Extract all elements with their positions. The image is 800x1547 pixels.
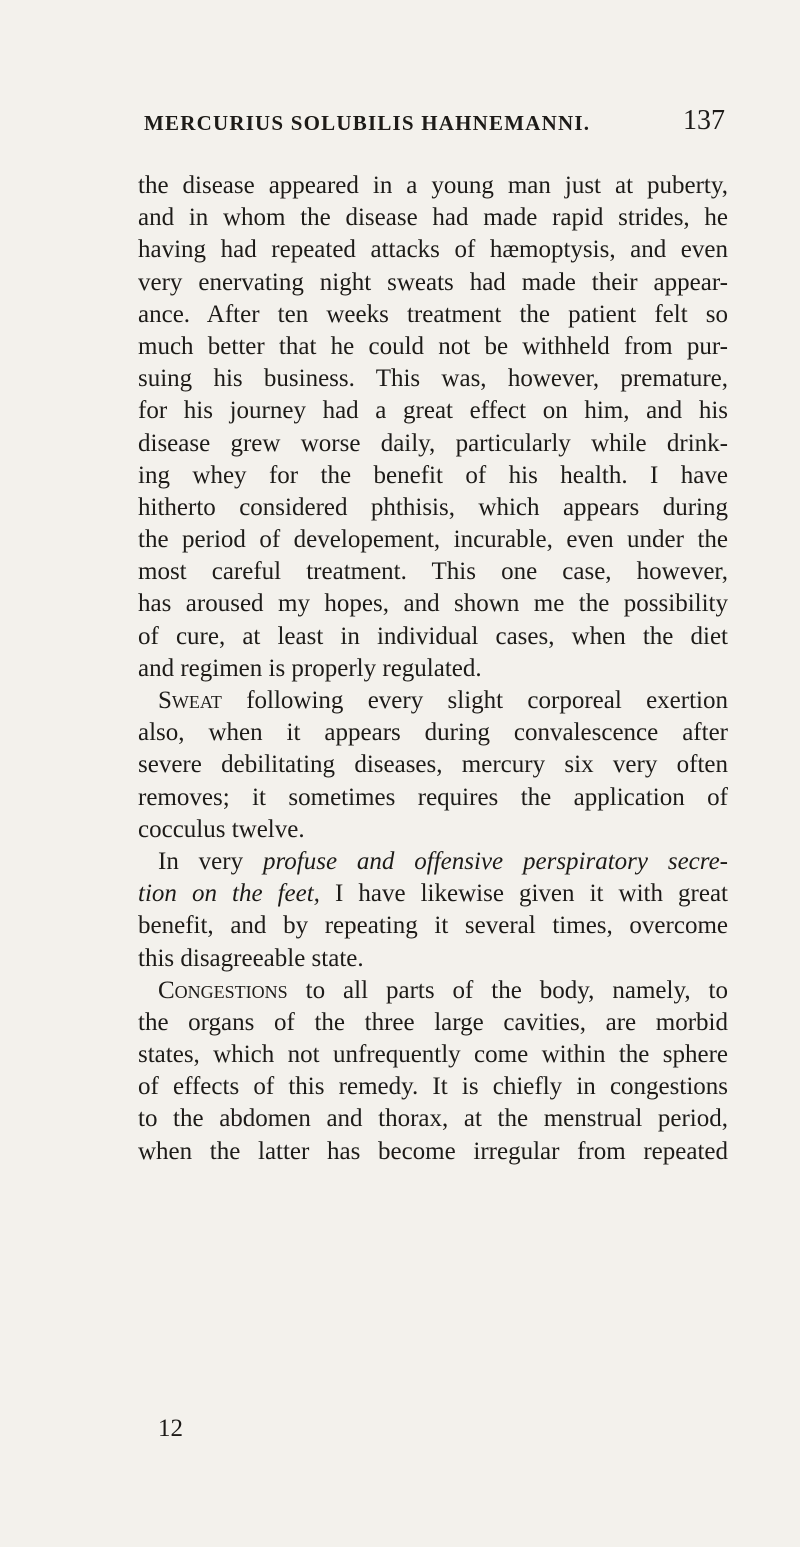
text-line: removes; it sometimes requires the application of bbox=[138, 783, 728, 811]
text-line: when the latter has become irregular from repeated bbox=[138, 1137, 728, 1165]
text-line: also, when it appears during convalescence after bbox=[138, 719, 728, 747]
italic-phrase: profuse and offensive perspiratory secre- bbox=[262, 847, 729, 875]
text-line: states, which not unfrequently come within the sphere bbox=[138, 1041, 728, 1069]
text-line: tion on the feet, I have likewise given it with great bbox=[138, 880, 728, 908]
text-line: having had repeated attacks of hæmoptysis, and even bbox=[138, 236, 728, 264]
running-title: MERCURIUS SOLUBILIS HAHNEMANNI. bbox=[144, 111, 591, 135]
lead-word: Congestions bbox=[158, 976, 288, 1004]
paragraph-start-perspiration: In very profuse and offensive perspiratory secre- bbox=[158, 847, 729, 875]
text-line: benefit, and by repeating it several times, overcome bbox=[138, 912, 728, 940]
page-header bbox=[140, 105, 725, 151]
body-text bbox=[138, 170, 728, 1168]
paragraph-start-sweat: Sweat following every slight corporeal exertion bbox=[158, 687, 728, 714]
text-line: of cure, at least in individual cases, when the diet bbox=[138, 622, 728, 650]
paragraph-start-congestions: Congestions to all parts of the body, namely, to bbox=[158, 976, 728, 1004]
text-line: cocculus twelve. bbox=[138, 815, 305, 843]
text-line: of effects of this remedy. It is chiefly in congestions bbox=[138, 1073, 728, 1101]
text-line: ing whey for the benefit of his health. I have bbox=[138, 461, 728, 489]
italic-phrase: tion on the feet, bbox=[138, 880, 320, 908]
text-line: and in whom the disease had made rapid strides, he bbox=[138, 204, 728, 232]
text-line: and regimen is properly regulated. bbox=[138, 654, 482, 682]
text-line: disease grew worse daily, particularly while drink- bbox=[138, 429, 728, 457]
text-line: this disagreeable state. bbox=[138, 944, 364, 972]
text-line: suing his business. This was, however, premature, bbox=[138, 365, 728, 393]
text-line: has aroused my hopes, and shown me the possibility bbox=[138, 590, 728, 618]
text-line: for his journey had a great effect on him, and his bbox=[138, 397, 728, 425]
signature-mark: 12 bbox=[158, 1415, 183, 1442]
text-line: very enervating night sweats had made their appear- bbox=[138, 268, 728, 296]
text-line: to the abdomen and thorax, at the menstrual period, bbox=[138, 1105, 728, 1133]
text-line: ance. After ten weeks treatment the patient felt so bbox=[138, 300, 728, 328]
text-line: much better that he could not be withheld from pur- bbox=[138, 332, 728, 360]
page-number: 137 bbox=[683, 105, 725, 136]
text-line: the organs of the three large cavities, are morbid bbox=[138, 1008, 728, 1036]
lead-word: Sweat bbox=[158, 687, 222, 714]
text-line: most careful treatment. This one case, however, bbox=[138, 558, 728, 586]
text-line: the disease appeared in a young man just at puberty, bbox=[138, 172, 728, 199]
text-line: the period of developement, incurable, even under the bbox=[138, 526, 728, 554]
text-line: severe debilitating diseases, mercury six very often bbox=[138, 751, 728, 779]
text-line: hitherto considered phthisis, which appears during bbox=[138, 493, 728, 521]
